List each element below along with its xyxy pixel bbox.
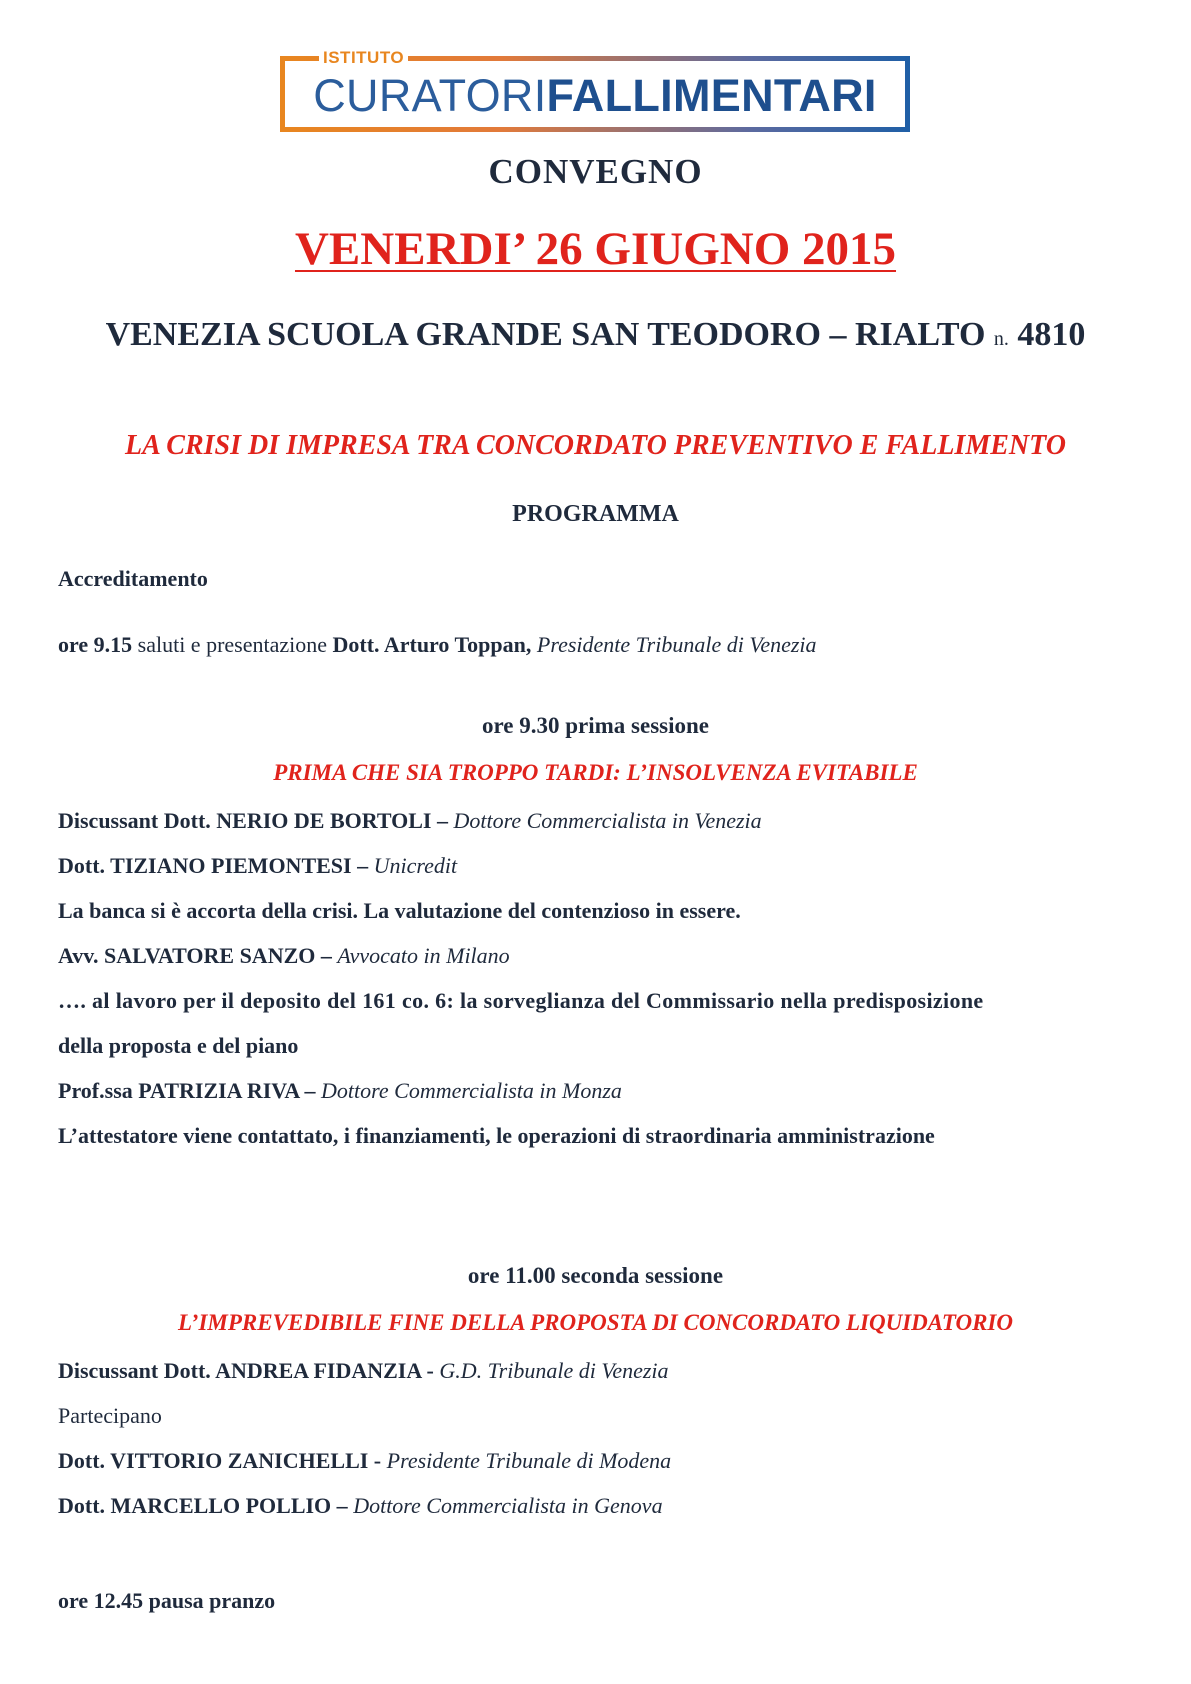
row-bold: Discussant Dott. NERIO DE BORTOLI –	[58, 808, 454, 833]
logo-wordmark	[285, 71, 905, 121]
logo-part2: FALLIMENTARI	[546, 70, 877, 121]
discussant-italic: G.D. Tribunale di Venezia	[439, 1358, 669, 1383]
session1-row	[58, 1123, 935, 1149]
event-type: CONVEGNO	[488, 152, 703, 191]
session2-discussant	[58, 1358, 669, 1384]
row-bold: Avv. SALVATORE SANZO –	[58, 943, 338, 968]
discussant-bold: Discussant Dott. ANDREA FIDANZIA -	[58, 1358, 440, 1383]
event-subtitle: LA CRISI DI IMPRESA TRA CONCORDATO PREVENTIVO E FALLIMENTO	[125, 430, 1066, 461]
row-italic: Dottore Commercialista in Genova	[353, 1493, 663, 1518]
welcome-line	[58, 632, 817, 658]
session1-row	[58, 988, 984, 1014]
row-bold: L’attestatore viene contattato, i finanziamenti, le operazioni di straordinaria amministrazione	[58, 1123, 935, 1148]
row-italic: Presidente Tribunale di Modena	[386, 1448, 672, 1473]
session2-title: L’IMPREVEDIBILE FINE DELLA PROPOSTA DI CONCORDATO LIQUIDATORIO	[178, 1310, 1013, 1335]
logo-part1: CURATORI	[313, 70, 547, 121]
session1-row	[58, 1078, 622, 1104]
welcome-role: Presidente Tribunale di Venezia	[531, 632, 817, 657]
row-italic: Unicredit	[373, 853, 458, 878]
session1-row	[58, 1033, 298, 1059]
session1-title: PRIMA CHE SIA TROPPO TARDI: L’INSOLVENZA EVITABILE	[273, 760, 918, 785]
programma-heading: PROGRAMMA	[512, 501, 679, 527]
venue-main: VENEZIA SCUOLA GRANDE SAN TEODORO – RIALTO	[105, 316, 986, 353]
session1-row	[58, 898, 741, 924]
session1-row	[58, 853, 457, 879]
venue-n: n.	[993, 328, 1009, 350]
event-venue	[0, 316, 1191, 354]
session1-row	[58, 943, 510, 969]
welcome-name: Dott. Arturo Toppan,	[332, 632, 532, 657]
row-bold: …. al lavoro per il deposito del 161 co. 6: la sorveglianza del Commissario nella predisposizione	[58, 988, 984, 1013]
partecipano-label: Partecipano	[58, 1403, 162, 1428]
venue-number: 4810	[1017, 316, 1086, 353]
row-italic: Avvocato in Milano	[337, 943, 510, 968]
session1-time: ore 9.30 prima sessione	[481, 713, 709, 738]
session1-row	[58, 808, 762, 834]
accreditamento: Accreditamento	[58, 566, 208, 591]
institute-logo	[280, 48, 910, 132]
row-italic: Dottore Commercialista in Venezia	[453, 808, 762, 833]
event-date	[0, 222, 1191, 276]
session2-row	[58, 1448, 671, 1474]
welcome-time: ore 9.15	[58, 632, 133, 657]
session2-row	[58, 1493, 663, 1519]
welcome-text: saluti e presentazione	[132, 632, 333, 657]
logo-top-text: ISTITUTO	[319, 48, 408, 68]
session2-time: ore 11.00 seconda sessione	[467, 1263, 724, 1288]
row-bold: La banca si è accorta della crisi. La valutazione del contenzioso in essere.	[58, 898, 741, 923]
event-date-text: VENERDI’ 26 GIUGNO 2015	[294, 223, 897, 275]
row-bold: Dott. TIZIANO PIEMONTESI –	[58, 853, 374, 878]
row-bold: Dott. VITTORIO ZANICHELLI -	[58, 1448, 387, 1473]
lunch-break: ore 12.45 pausa pranzo	[58, 1588, 276, 1613]
row-italic: Dottore Commercialista in Monza	[321, 1078, 622, 1103]
row-bold: Dott. MARCELLO POLLIO –	[58, 1493, 354, 1518]
row-bold: Prof.ssa PATRIZIA RIVA –	[58, 1078, 322, 1103]
row-bold: della proposta e del piano	[58, 1033, 299, 1058]
